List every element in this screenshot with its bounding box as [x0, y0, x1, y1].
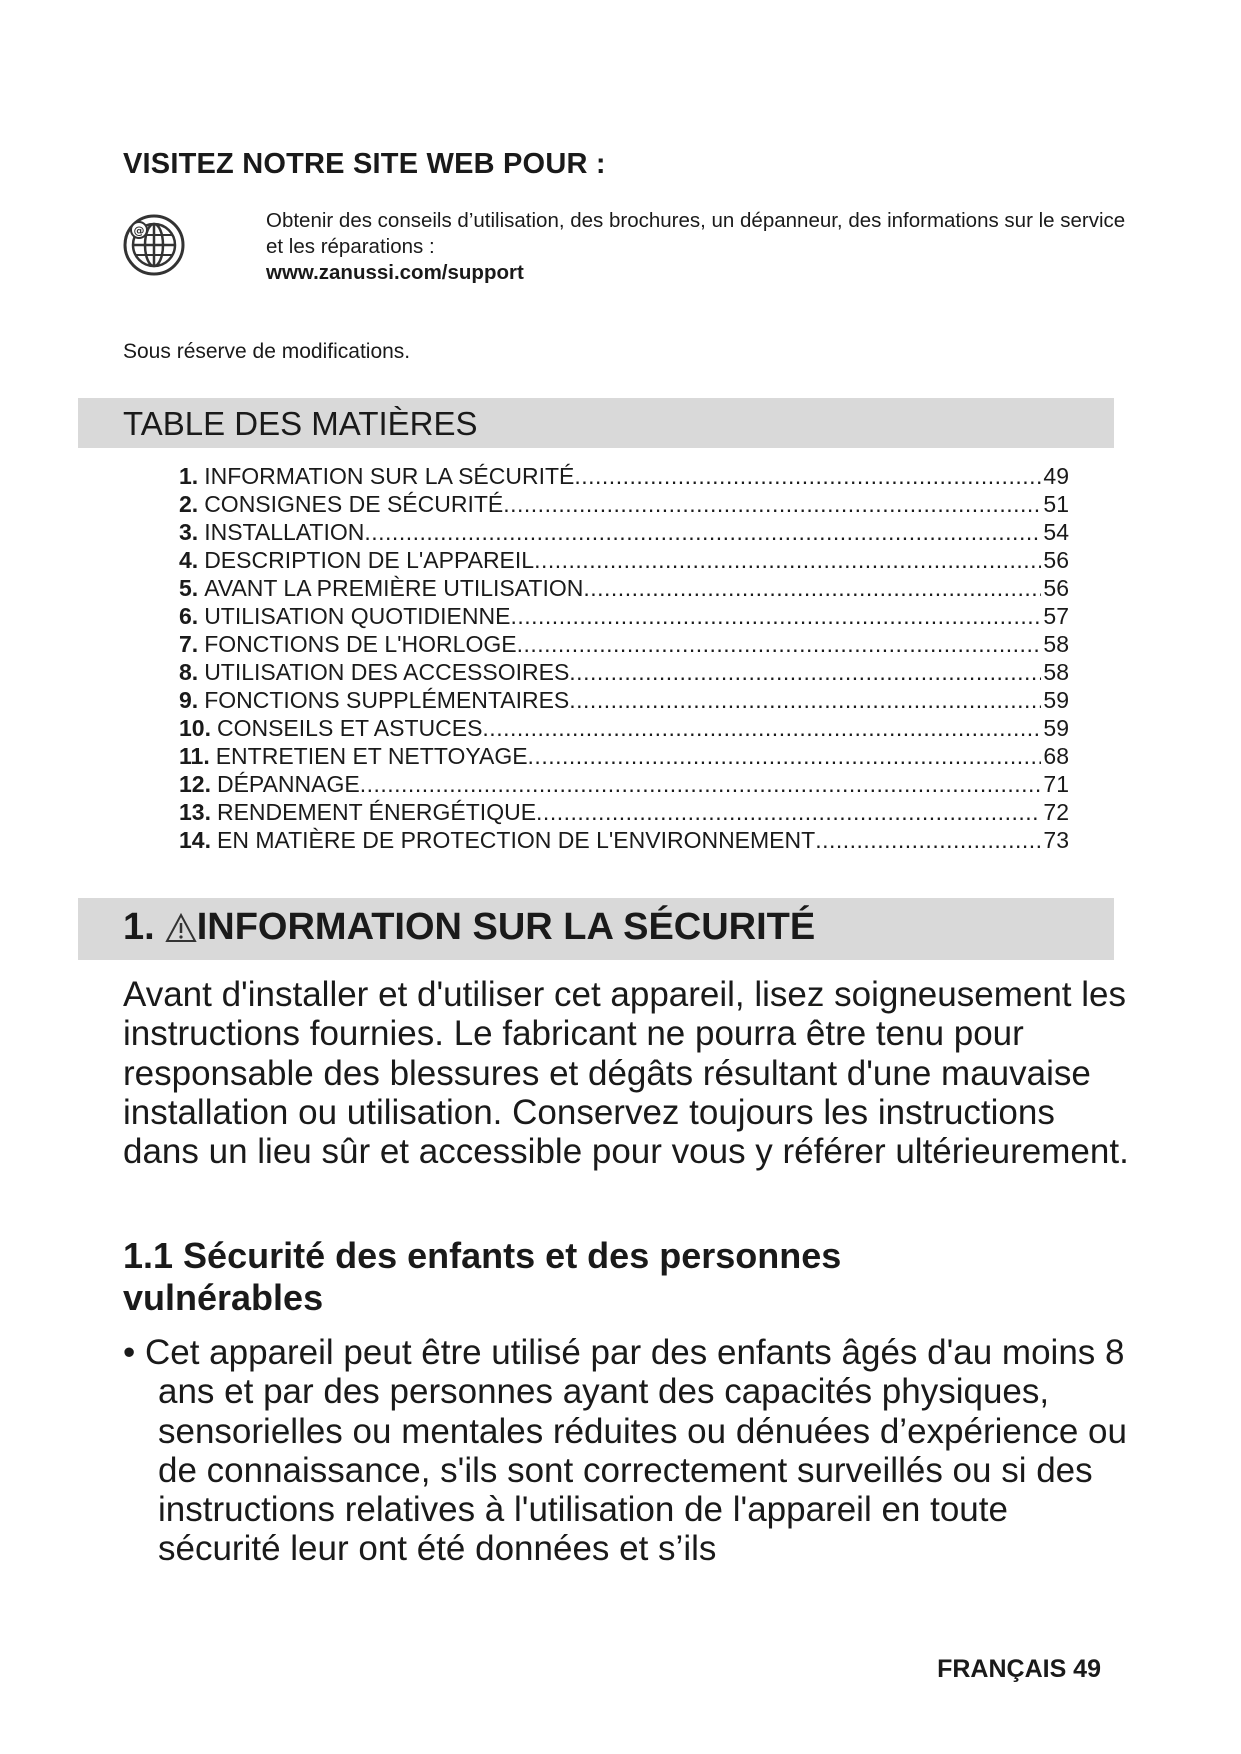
toc-item-label: FONCTIONS DE L'HORLOGE — [204, 631, 517, 657]
toc-item[interactable] — [179, 742, 1069, 770]
toc-item[interactable] — [179, 658, 1069, 686]
toc-item-number: 13. — [179, 799, 211, 825]
toc-item[interactable] — [179, 490, 1069, 518]
toc-item[interactable] — [179, 826, 1069, 854]
toc-item-label: FONCTIONS SUPPLÉMENTAIRES — [204, 687, 570, 713]
toc-item[interactable] — [179, 462, 1069, 490]
visit-description — [266, 208, 1126, 286]
toc-item[interactable] — [179, 798, 1069, 826]
toc-item-number: 9. — [179, 687, 199, 713]
toc-item-page: 58 — [1043, 659, 1069, 685]
subsection-heading: 1.1 Sécurité des enfants et des personnes vulnérables — [123, 1235, 842, 1318]
section-number: 1. — [123, 906, 155, 948]
toc-item[interactable] — [179, 602, 1069, 630]
toc-item-page: 54 — [1043, 519, 1069, 545]
toc-item-page: 73 — [1043, 827, 1069, 853]
toc-item-number: 14. — [179, 827, 211, 853]
toc-item-number: 11. — [179, 743, 210, 769]
support-link[interactable]: www.zanussi.com/support — [266, 261, 524, 284]
toc-item-label: DÉPANNAGE — [216, 771, 360, 797]
toc-item[interactable] — [179, 630, 1069, 658]
toc-item-page: 68 — [1043, 743, 1069, 769]
toc-leader — [503, 490, 1041, 518]
toc-leader — [482, 714, 1041, 742]
toc-item[interactable] — [179, 574, 1069, 602]
visit-text: Obtenir des conseils d’utilisation, des brochures, un dépanneur, des informations sur le service et les réparations : — [266, 209, 1126, 258]
toc-item-page: 71 — [1043, 771, 1069, 797]
toc-item-label: UTILISATION DES ACCESSOIRES — [204, 659, 570, 685]
toc-leader — [364, 518, 1041, 546]
toc-item-number: 7. — [179, 631, 199, 657]
toc-item-page: 59 — [1043, 715, 1069, 741]
toc-leader — [815, 826, 1041, 854]
bullet-item: • Cet appareil peut être utilisé par des enfants âgés d'au moins 8 ans et par des personnes ayant des capacités physiques, sensorielles ou mentales réduites ou dénuées d’expérience ou de connaissance, s'ils sont correctement surveillés ou si des instructions relatives à l'utilisation de l'appareil en toute sécurité leur ont été données et s’ils — [123, 1333, 1127, 1569]
toc-leader — [510, 602, 1041, 630]
toc-item[interactable] — [179, 714, 1069, 742]
toc-leader — [569, 686, 1041, 714]
toc-leader — [574, 462, 1041, 490]
visit-heading: VISITEZ NOTRE SITE WEB POUR : — [123, 148, 606, 180]
toc-item-label: ENTRETIEN ET NETTOYAGE — [215, 743, 528, 769]
warning-triangle-icon — [165, 913, 197, 943]
section-title-text: INFORMATION SUR LA SÉCURITÉ — [196, 906, 816, 948]
toc-item-label: UTILISATION QUOTIDIENNE — [204, 603, 511, 629]
toc-item-label: INFORMATION SUR LA SÉCURITÉ — [204, 463, 575, 489]
globe-at-icon — [122, 213, 186, 277]
toc-leader — [517, 630, 1042, 658]
toc-item[interactable] — [179, 546, 1069, 574]
intro-paragraph: Avant d'installer et d'utiliser cet appareil, lisez soigneusement les instructions fournies. Le fabricant ne pourra être tenu pour responsable des blessures et dégâts résultant d'une mauvaise installation ou utilisation. Conservez toujours les instructions dans un lieu sûr et accessible pour vous y référer ultérieurement. — [123, 975, 1129, 1172]
page-footer: FRANÇAIS 49 — [937, 1655, 1101, 1683]
toc-item-page: 56 — [1043, 575, 1069, 601]
toc-item-page: 59 — [1043, 687, 1069, 713]
toc-leader — [360, 770, 1042, 798]
toc-item-number: 1. — [179, 463, 199, 489]
modification-notice: Sous réserve de modifications. — [123, 340, 411, 363]
toc-item-number: 2. — [179, 491, 199, 517]
toc-item-label: EN MATIÈRE DE PROTECTION DE L'ENVIRONNEMENT — [216, 827, 816, 853]
toc-item-number: 5. — [179, 575, 199, 601]
toc-leader — [569, 658, 1041, 686]
toc-item-number: 6. — [179, 603, 199, 629]
toc-leader — [534, 546, 1041, 574]
toc-item[interactable] — [179, 770, 1069, 798]
toc-item-page: 72 — [1043, 799, 1069, 825]
toc-item-label: CONSEILS ET ASTUCES — [216, 715, 483, 741]
toc-leader — [528, 742, 1042, 770]
toc-item[interactable] — [179, 686, 1069, 714]
svg-text:@: @ — [133, 224, 145, 237]
toc-item[interactable] — [179, 518, 1069, 546]
toc-item-number: 10. — [179, 715, 211, 741]
toc-item-page: 56 — [1043, 547, 1069, 573]
table-of-contents — [179, 462, 1069, 854]
toc-item-page: 49 — [1043, 463, 1069, 489]
toc-leader — [583, 574, 1041, 602]
toc-title: TABLE DES MATIÈRES — [123, 405, 478, 442]
toc-item-label: CONSIGNES DE SÉCURITÉ — [204, 491, 504, 517]
toc-item-number: 8. — [179, 659, 199, 685]
toc-item-page: 58 — [1043, 631, 1069, 657]
toc-item-label: AVANT LA PREMIÈRE UTILISATION — [204, 575, 584, 601]
toc-item-number: 4. — [179, 547, 199, 573]
toc-item-label: INSTALLATION — [204, 519, 365, 545]
section-title — [123, 906, 815, 949]
toc-leader — [536, 798, 1041, 826]
toc-item-number: 3. — [179, 519, 199, 545]
toc-item-page: 51 — [1043, 491, 1069, 517]
toc-item-label: RENDEMENT ÉNERGÉTIQUE — [216, 799, 537, 825]
toc-item-number: 12. — [179, 771, 211, 797]
toc-item-page: 57 — [1043, 603, 1069, 629]
toc-item-label: DESCRIPTION DE L'APPAREIL — [204, 547, 535, 573]
